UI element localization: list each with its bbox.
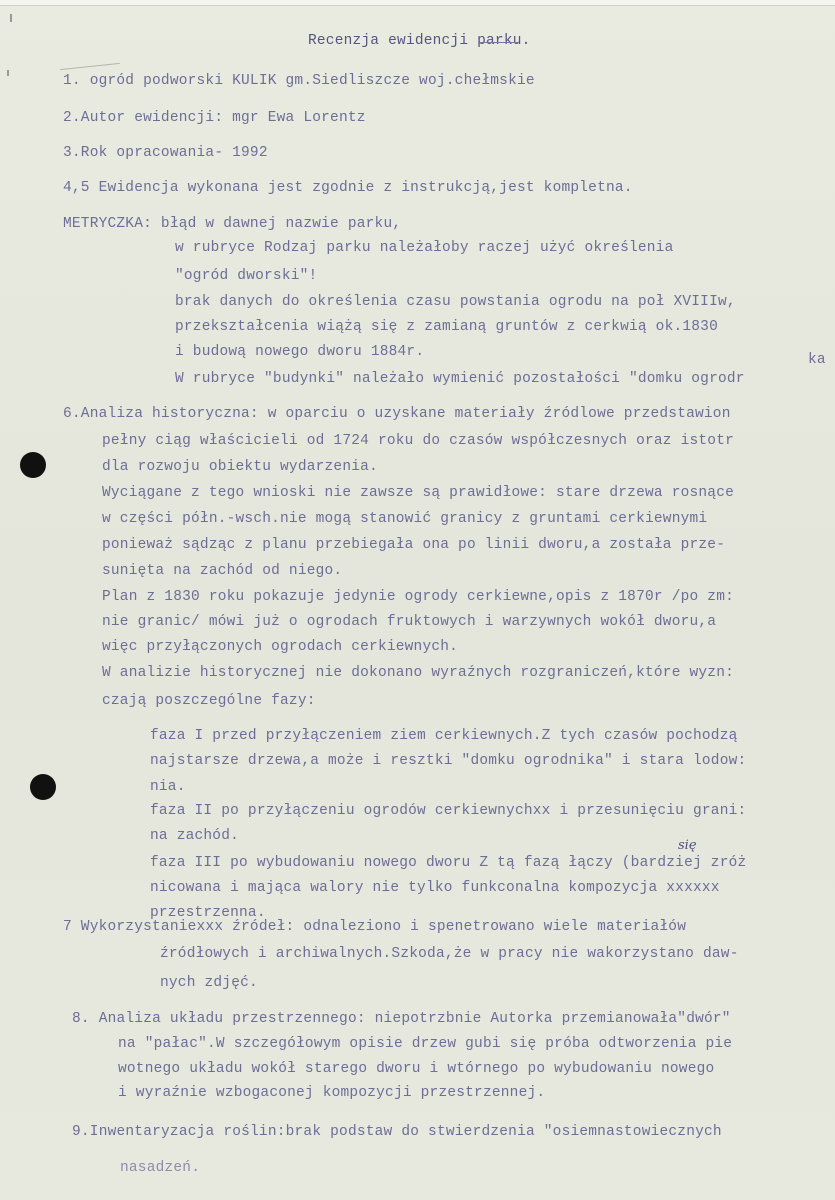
title-strike bbox=[478, 42, 518, 43]
text-line: nia. bbox=[150, 779, 186, 795]
text-line: więc przyłączonych ogrodach cerkiewnych. bbox=[102, 639, 459, 655]
handwritten-insertion: się bbox=[678, 838, 697, 853]
text-line: W rubryce "budynki" należało wymienić pozostałości "domku ogrodr bbox=[175, 371, 745, 387]
text-line: 3.Rok opracowania- 1992 bbox=[63, 145, 268, 161]
punch-hole-top bbox=[20, 452, 46, 478]
text-line: pełny ciąg właścicieli od 1724 roku do czasów współczesnych oraz istotr bbox=[102, 433, 735, 449]
text-line: faza II po przyłączeniu ogrodów cerkiewnychxx i przesunięciu grani: bbox=[150, 803, 747, 819]
text-line: 1. ogród podworski KULIK gm.Siedliszcze woj.chełmskie bbox=[63, 73, 535, 89]
text-line: ponieważ sądząc z planu przebiegała ona po linii dworu,a została prze- bbox=[102, 537, 726, 553]
text-line: dla rozwoju obiektu wydarzenia. bbox=[102, 459, 378, 475]
text-line: faza I przed przyłączeniem ziem cerkiewnych.Z tych czasów pochodzą bbox=[150, 728, 738, 744]
text-line: nicowana i mająca walory nie tylko funkconalna kompozycja xxxxxx bbox=[150, 880, 720, 896]
text-line: najstarsze drzewa,a może i resztki "domku ogrodnika" i stara lodow: bbox=[150, 753, 747, 769]
margin-mark bbox=[7, 70, 9, 76]
text-line: sunięta na zachód od niego. bbox=[102, 563, 343, 579]
text-line: faza III po wybudowaniu nowego dworu Z tą fazą łączy (bardziej zróż bbox=[150, 855, 747, 871]
text-line: wotnego układu wokół starego dworu i wtórnego po wybudowaniu nowego bbox=[118, 1061, 715, 1077]
text-line: 4,5 Ewidencja wykonana jest zgodnie z instrukcją,jest kompletna. bbox=[63, 180, 633, 196]
text-line: Wyciągane z tego wnioski nie zawsze są prawidłowe: stare drzewa rosnące bbox=[102, 485, 735, 501]
text-line: czają poszczególne fazy: bbox=[102, 693, 316, 709]
page-top-edge bbox=[0, 0, 835, 6]
text-line: i wyraźnie wzbogaconej kompozycji przestrzennej. bbox=[118, 1085, 546, 1101]
text-line: 2.Autor ewidencji: mgr Ewa Lorentz bbox=[63, 110, 366, 126]
text-line: na zachód. bbox=[150, 828, 240, 844]
text-line: nie granic/ mówi już o ogrodach fruktowych i warzywnych wokół dworu,a bbox=[102, 614, 717, 630]
punch-hole-bottom bbox=[30, 774, 56, 800]
margin-mark bbox=[10, 14, 12, 22]
text-line: W analizie historycznej nie dokonano wyraźnych rozgraniczeń,które wyzn: bbox=[102, 665, 735, 681]
text-line: brak danych do określenia czasu powstania ogrodu na poł XVIIIw, bbox=[175, 294, 736, 310]
text-line: Plan z 1830 roku pokazuje jedynie ogrody cerkiewne,opis z 1870r /po zm: bbox=[102, 589, 735, 605]
pencil-stroke bbox=[60, 63, 120, 70]
text-line: 8. Analiza układu przestrzennego: niepotrzbnie Autorka przemianowała"dwór" bbox=[72, 1011, 731, 1027]
text-line: i budową nowego dworu 1884r. bbox=[175, 344, 425, 360]
text-line: na "pałac".W szczegółowym opisie drzew gubi się próba odtworzenia pie bbox=[118, 1036, 733, 1052]
text-line: METRYCZKA: błąd w dawnej nazwie parku, bbox=[63, 216, 402, 232]
text-line: w rubryce Rodzaj parku należałoby raczej użyć określenia bbox=[175, 240, 674, 256]
document-title: Recenzja ewidencji parku. bbox=[308, 33, 531, 49]
text-line: 6.Analiza historyczna: w oparciu o uzyskane materiały źródlowe przedstawion bbox=[63, 406, 731, 422]
margin-note: ka bbox=[808, 352, 826, 368]
text-line: "ogród dworski"! bbox=[175, 268, 318, 284]
text-line: przestrzenna. bbox=[150, 905, 266, 921]
text-line: nych zdjęć. bbox=[160, 975, 258, 991]
text-line: w części półn.-wsch.nie mogą stanowić granicy z gruntami cerkiewnymi bbox=[102, 511, 708, 527]
text-line: 7 Wykorzystaniexxx źródeł: odnaleziono i spenetrowano wiele materiałów bbox=[63, 919, 687, 935]
text-line: nasadzeń. bbox=[120, 1160, 201, 1176]
text-line: 9.Inwentaryzacja roślin:brak podstaw do stwierdzenia "osiemnastowiecznych bbox=[72, 1124, 722, 1140]
text-line: przekształcenia wiążą się z zamianą gruntów z cerkwią ok.1830 bbox=[175, 319, 718, 335]
text-line: źródłowych i archiwalnych.Szkoda,że w pracy nie wakorzystano daw- bbox=[160, 946, 739, 962]
